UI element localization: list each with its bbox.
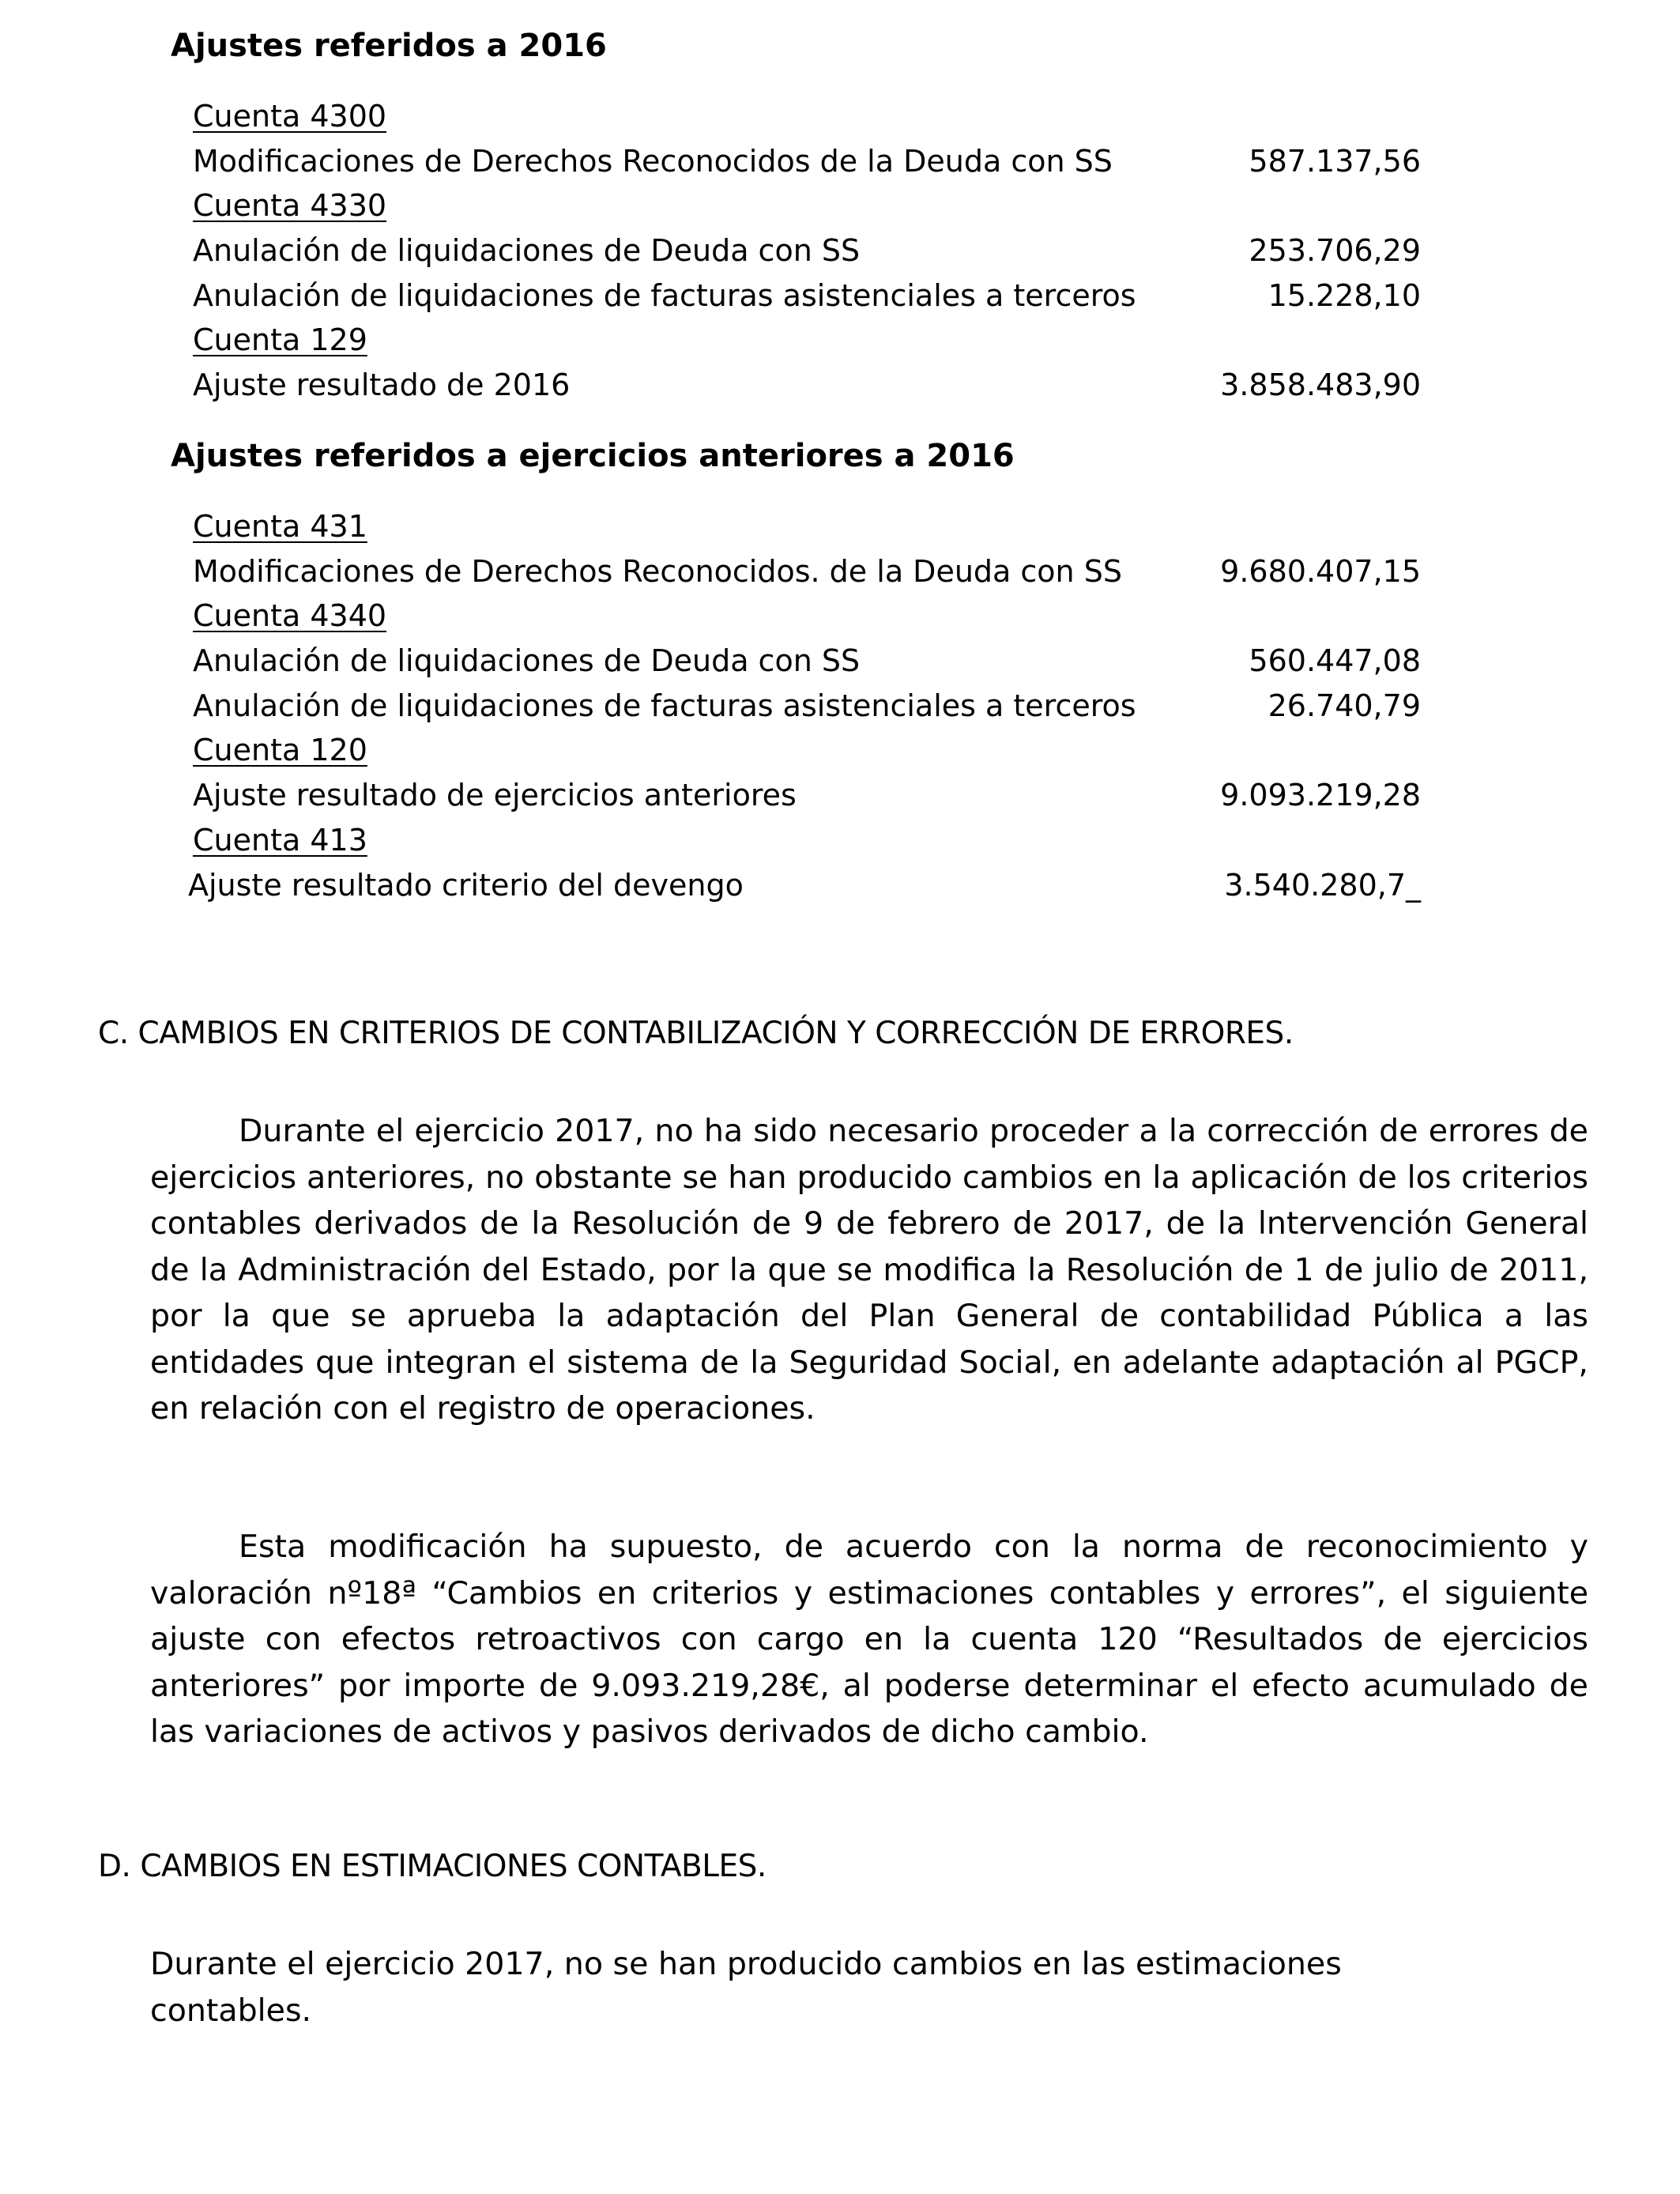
account-label: Cuenta 4340 [193, 598, 387, 633]
account-label: Cuenta 120 [193, 733, 367, 767]
account-label: Cuenta 413 [193, 823, 367, 858]
section-2016-title: Ajustes referidos a 2016 [171, 28, 607, 64]
row-amount: 3.858.483,90 [1220, 368, 1421, 402]
section-c-paragraph-2 [150, 1524, 1588, 1755]
account-label: Cuenta 4330 [193, 188, 387, 223]
row-amount: 26.740,79 [1268, 688, 1421, 723]
paragraph-text: Esta modificación ha supuesto, de acuerdo con la norma de reconocimiento y valoración nº18ª “Cambios en criterios y estimaciones contables y errores”, el siguiente ajuste con efectos retroactivos con cargo en la cuenta 120 “Resultados de ejercicios anteriores” por importe de 9.093.219,28€, al poderse determinar el efecto acumulado de las variaciones de activos y pasivos derivados de dicho cambio. [150, 1529, 1588, 1750]
section-c-title: C. CAMBIOS EN CRITERIOS DE CONTABILIZACIÓN Y CORRECCIÓN DE ERRORES. [98, 1016, 1294, 1051]
row-label: Anulación de liquidaciones de facturas asistenciales a terceros [193, 278, 1136, 313]
row-label: Anulación de liquidaciones de facturas asistenciales a terceros [193, 688, 1136, 723]
row-label: Anulación de liquidaciones de Deuda con SS [193, 643, 861, 678]
row-amount: 3.540.280,7_ [1224, 868, 1421, 903]
account-label: Cuenta 4300 [193, 99, 387, 134]
row-label: Ajuste resultado de ejercicios anteriores [193, 778, 797, 812]
row-amount: 9.093.219,28 [1220, 778, 1421, 812]
section-d-title: D. CAMBIOS EN ESTIMACIONES CONTABLES. [98, 1849, 767, 1884]
paragraph-text: Durante el ejercicio 2017, no se han producido cambios en las estimaciones contables. [150, 1946, 1342, 2029]
section-c-paragraph-1 [150, 1108, 1588, 1432]
row-label: Anulación de liquidaciones de Deuda con SS [193, 233, 861, 268]
row-amount: 560.447,08 [1249, 643, 1421, 678]
section-prior-title: Ajustes referidos a ejercicios anteriores a 2016 [171, 438, 1015, 474]
row-label: Modificaciones de Derechos Reconocidos. de la Deuda con SS [193, 554, 1122, 589]
paragraph-text: Durante el ejercicio 2017, no ha sido necesario proceder a la corrección de errores de ejercicios anteriores, no obstante se han producido cambios en la aplicación de los criterios contables derivados de la Resolución de 9 de febrero de 2017, de la lntervención General de la Administración del Estado, por la que se modifica la Resolución de 1 de julio de 2011, por la que se aprueba la adaptación del Plan General de contabilidad Pública a las entidades que integran el sistema de la Seguridad Social, en adelante adaptación al PGCP, en relación con el registro de operaciones. [150, 1113, 1588, 1427]
row-amount: 587.137,56 [1249, 144, 1421, 179]
account-label: Cuenta 431 [193, 509, 367, 544]
row-label: Ajuste resultado criterio del devengo [188, 868, 744, 903]
section-d-paragraph-1 [150, 1941, 1494, 2034]
row-label: Modificaciones de Derechos Reconocidos de la Deuda con SS [193, 144, 1113, 179]
row-label: Ajuste resultado de 2016 [193, 368, 571, 402]
row-amount: 9.680.407,15 [1220, 554, 1421, 589]
row-amount: 15.228,10 [1268, 278, 1421, 313]
row-amount: 253.706,29 [1249, 233, 1421, 268]
account-label: Cuenta 129 [193, 322, 367, 357]
